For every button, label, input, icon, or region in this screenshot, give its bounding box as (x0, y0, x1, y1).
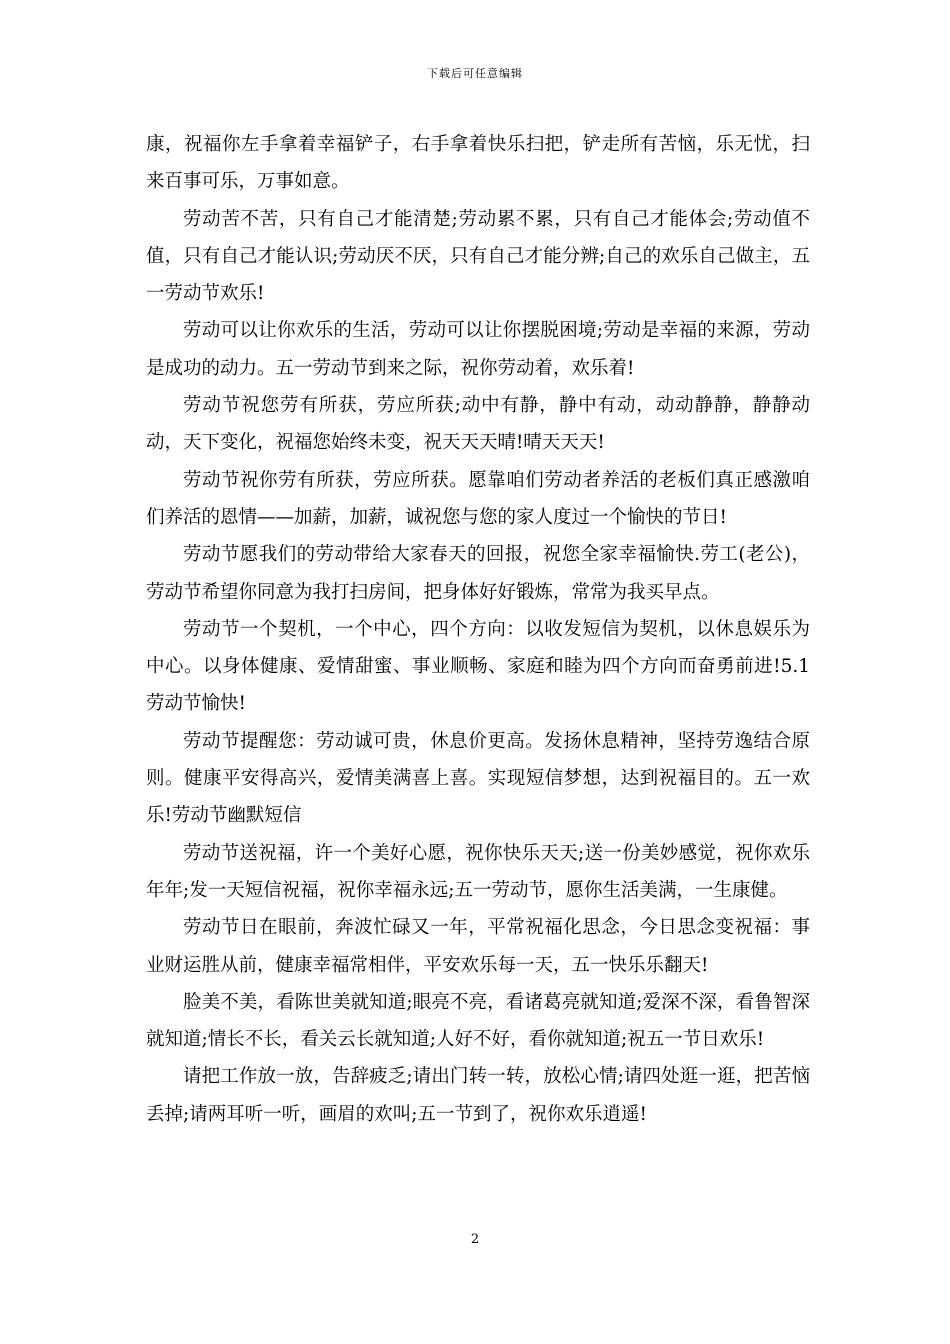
paragraph: 请把工作放一放，告辞疲乏;请出门转一转，放松心情;请四处逛一逛，把苦恼丢掉;请两耳听一听，画眉的欢叫;五一节到了，祝你欢乐逍遥! (146, 1066, 810, 1125)
paragraph: 劳动节送祝福，许一个美好心愿，祝你快乐天天;送一份美妙感觉，祝你欢乐年年;发一天短信祝福，祝你幸福永远;五一劳动节，愿你生活美满，一生康健。 (146, 842, 810, 901)
page-header-note: 下载后可任意编辑 (427, 67, 523, 80)
paragraph: 劳动可以让你欢乐的生活，劳动可以让你摆脱困境;劳动是幸福的来源，劳动是成功的动力。五一劳动节到来之际，祝你劳动着，欢乐着! (146, 320, 810, 379)
document-body (146, 126, 810, 1133)
paragraph-continued: 康，祝福你左手拿着幸福铲子，右手拿着快乐扫把，铲走所有苦恼，乐无忧，扫来百事可乐，万事如意。 (146, 134, 810, 193)
paragraph: 劳动节提醒您：劳动诚可贵，休息价更高。发扬休息精神，坚持劳逸结合原则。健康平安得高兴，爱情美满喜上喜。实现短信梦想，达到祝福目的。五一欢乐!劳动节幽默短信 (146, 730, 810, 827)
paragraph: 劳动节愿我们的劳动带给大家春天的回报，祝您全家幸福愉快.劳工(老公)，劳动节希望你同意为我打扫房间，把身体好好锻炼，常常为我买早点。 (146, 544, 810, 603)
paragraph: 劳动苦不苦，只有自己才能清楚;劳动累不累，只有自己才能体会;劳动值不值，只有自己才能认识;劳动厌不厌，只有自己才能分辨;自己的欢乐自己做主，五一劳动节欢乐! (146, 208, 811, 305)
paragraph: 劳动节祝你劳有所获，劳应所获。愿靠咱们劳动者养活的老板们真正感激咱们养活的恩情——加薪，加薪，诚祝您与您的家人度过一个愉快的节日! (146, 469, 810, 528)
paragraph: 脸美不美，看陈世美就知道;眼亮不亮，看诸葛亮就知道;爱深不深，看鲁智深就知道;情长不长，看关云长就知道;人好不好，看你就知道;祝五一节日欢乐! (146, 991, 810, 1051)
paragraph: 劳动节日在眼前，奔波忙碌又一年，平常祝福化思念，今日思念变祝福：事业财运胜从前，健康幸福常相伴，平安欢乐每一天，五一快乐乐翻天! (146, 917, 810, 976)
paragraph: 劳动节祝您劳有所获，劳应所获;动中有静，静中有动，动动静静，静静动动，天下变化，祝福您始终未变，祝天天天晴!晴天天天! (146, 395, 810, 454)
paragraph: 劳动节一个契机，一个中心，四个方向：以收发短信为契机，以休息娱乐为中心。以身体健康、爱情甜蜜、事业顺畅、家庭和睦为四个方向而奋勇前进!5.1劳动节愉快! (146, 618, 810, 715)
page-number: 2 (470, 1232, 480, 1247)
